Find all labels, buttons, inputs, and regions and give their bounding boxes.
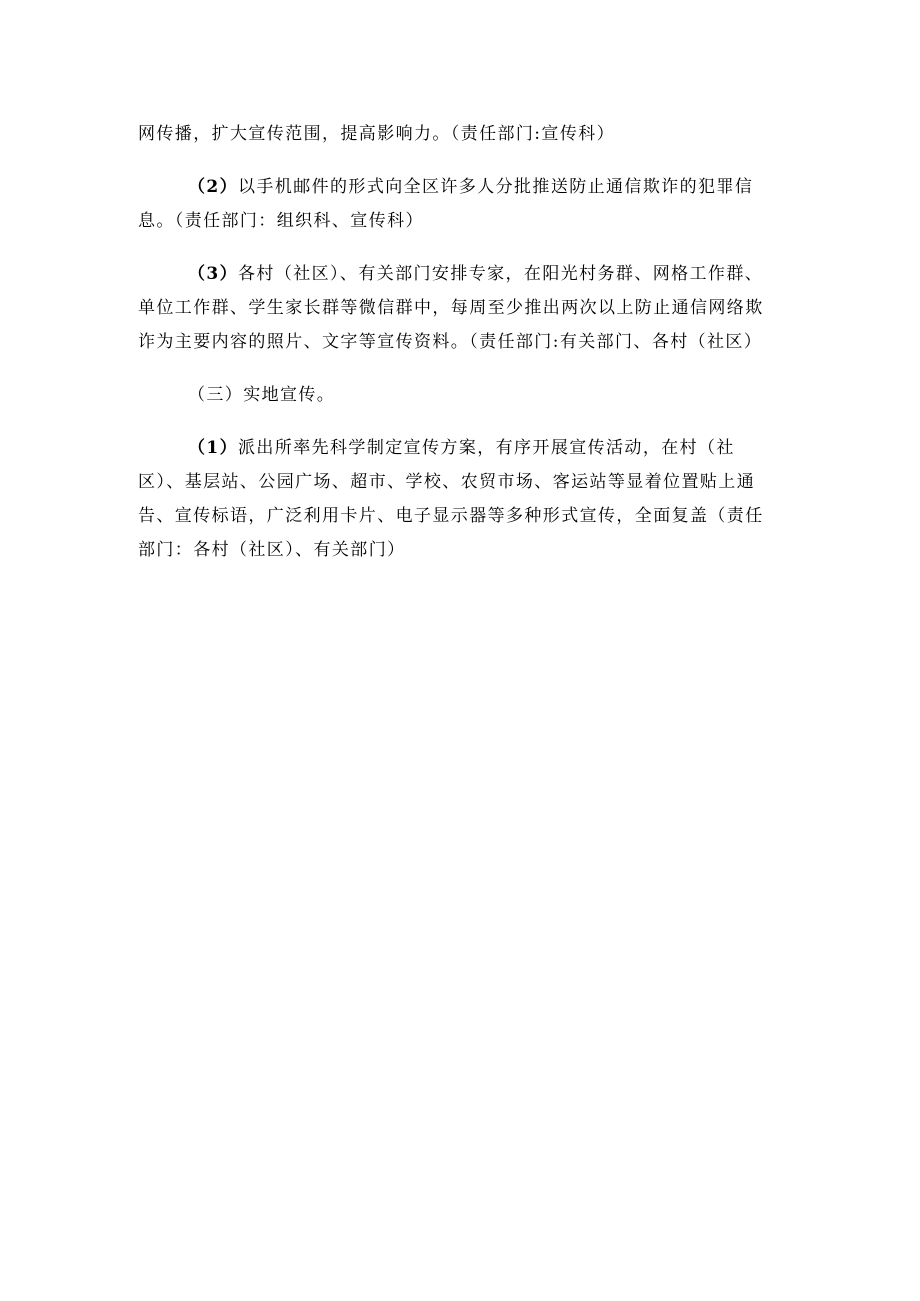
paragraph-2: [138, 170, 778, 238]
paragraph-line: 告、宣传标语，广泛利用卡片、电子显示器等多种形式宣传，全面复盖（责任: [138, 506, 764, 526]
section-heading: [138, 378, 778, 412]
paragraph-3: [138, 257, 778, 359]
paragraph-line: [138, 257, 778, 291]
paragraph-1: [138, 117, 778, 151]
paragraph-line: [138, 431, 778, 465]
paragraph-5: [138, 431, 778, 567]
item-number: （1）: [188, 438, 239, 458]
paragraph-gap: [138, 359, 778, 378]
line-text: 各村（社区）、有关部门安排专家，在阳光村务群、网格工作群、: [238, 264, 764, 284]
paragraph-gap: [138, 412, 778, 431]
paragraph-line: 网传播，扩大宣传范围，提高影响力。（责任部门:宣传科）: [138, 124, 616, 144]
document-body: [138, 117, 778, 567]
paragraph-gap: [138, 238, 778, 257]
section-heading-text: （三）实地宣传。: [188, 385, 336, 405]
paragraph-line: 区）、基层站、公园广场、超市、学校、农贸市场、客运站等显着位置贴上通: [138, 472, 756, 492]
paragraph-line: 单位工作群、学生家长群等微信群中，每周至少推出两次以上防止通信网络欺: [138, 298, 764, 318]
paragraph-gap: [138, 151, 778, 170]
paragraph-line: 部门：各村（社区）、有关部门）: [138, 540, 406, 560]
item-number: （3）: [188, 264, 239, 284]
item-number: （2）: [188, 177, 239, 197]
paragraph-line: 诈为主要内容的照片、文字等宣传资料。（责任部门:有关部门、各村（社区）: [138, 332, 763, 352]
line-text: 以手机邮件的形式向全区许多人分批推送防止通信欺诈的犯罪信: [238, 177, 754, 197]
paragraph-line: 息。（责任部门：组织科、宣传科）: [138, 211, 424, 231]
paragraph-line: [138, 170, 778, 204]
line-text: 派出所率先科学制定宣传方案，有序开展宣传活动，在村（社: [238, 438, 735, 458]
